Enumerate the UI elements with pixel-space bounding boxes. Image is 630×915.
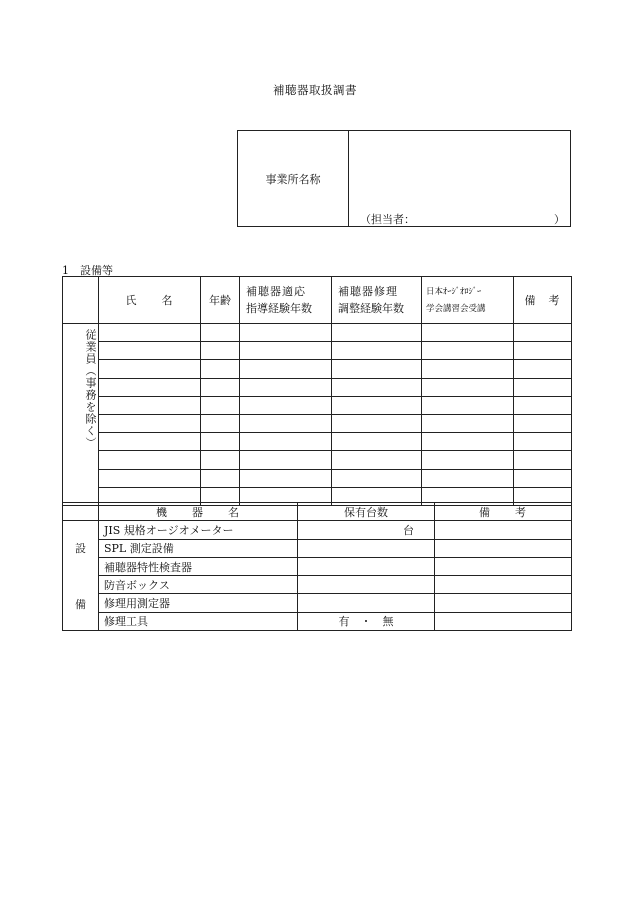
- device-name: 修理工具: [99, 612, 298, 630]
- remarks-cell[interactable]: [514, 396, 572, 414]
- fitting-cell[interactable]: [240, 342, 332, 360]
- remarks-cell[interactable]: [514, 378, 572, 396]
- device-name: 防音ボックス: [99, 576, 298, 594]
- fitting-cell[interactable]: [240, 451, 332, 469]
- name-cell[interactable]: [99, 451, 201, 469]
- name-cell[interactable]: [99, 433, 201, 451]
- table-row: [63, 612, 572, 630]
- equipment-table: [62, 502, 572, 631]
- header-fitting-experience: [240, 277, 332, 324]
- equipment-side-label-top: 設: [75, 541, 86, 555]
- header-remarks: 備 考: [514, 277, 572, 324]
- table-row: [63, 469, 572, 487]
- repair-cell[interactable]: [332, 342, 422, 360]
- name-cell[interactable]: [99, 396, 201, 414]
- age-cell[interactable]: [201, 469, 240, 487]
- age-cell[interactable]: [201, 378, 240, 396]
- device-name: JIS 規格オージオメーター: [99, 521, 298, 539]
- device-name: SPL 測定設備: [99, 539, 298, 557]
- fitting-cell[interactable]: [240, 469, 332, 487]
- table-row: [63, 557, 572, 575]
- fitting-cell[interactable]: [240, 414, 332, 432]
- repair-cell[interactable]: [332, 433, 422, 451]
- remarks-cell[interactable]: [514, 360, 572, 378]
- contact-suffix: ）: [554, 213, 565, 226]
- corner-cell: [63, 277, 99, 324]
- fitting-cell[interactable]: [240, 378, 332, 396]
- audiology-cell[interactable]: [422, 414, 514, 432]
- header-audiology-line1: 日本ｵｰｼﾞｵﾛｼﾞｰ: [426, 287, 482, 297]
- header-age: 年齢: [201, 277, 240, 324]
- table-row: [63, 433, 572, 451]
- fitting-cell[interactable]: [240, 396, 332, 414]
- audiology-cell[interactable]: [422, 378, 514, 396]
- audiology-cell[interactable]: [422, 396, 514, 414]
- name-cell[interactable]: [99, 360, 201, 378]
- header-device: 機 器 名: [99, 503, 298, 521]
- table-row: [63, 576, 572, 594]
- age-cell[interactable]: [201, 396, 240, 414]
- count-unit: 台: [403, 523, 414, 537]
- table-row: [63, 539, 572, 557]
- equipment-remarks-cell[interactable]: [435, 539, 572, 557]
- remarks-cell[interactable]: [514, 324, 572, 342]
- table-row: [63, 324, 572, 342]
- header-equipment-remarks: 備 考: [435, 503, 572, 521]
- audiology-cell[interactable]: [422, 451, 514, 469]
- fitting-cell[interactable]: [240, 360, 332, 378]
- staff-side-label: 従業員（事務を除く）: [63, 324, 99, 506]
- table-row: [63, 342, 572, 360]
- header-count: 保有台数: [298, 503, 435, 521]
- table-row: [63, 451, 572, 469]
- equipment-remarks-cell[interactable]: [435, 594, 572, 612]
- header-repair-line1: 補聴器修理: [338, 285, 398, 298]
- age-cell[interactable]: [201, 414, 240, 432]
- equipment-remarks-cell[interactable]: [435, 576, 572, 594]
- repair-cell[interactable]: [332, 414, 422, 432]
- repair-cell[interactable]: [332, 451, 422, 469]
- office-name-label: 事業所名称: [238, 131, 349, 226]
- header-name: 氏 名: [99, 277, 201, 324]
- age-cell[interactable]: [201, 360, 240, 378]
- equipment-side-label: [63, 521, 99, 631]
- audiology-cell[interactable]: [422, 360, 514, 378]
- equipment-header-row: [63, 503, 572, 521]
- table-row: [63, 594, 572, 612]
- name-cell[interactable]: [99, 378, 201, 396]
- equipment-remarks-cell[interactable]: [435, 557, 572, 575]
- equipment-remarks-cell[interactable]: [435, 612, 572, 630]
- header-audiology-course: [422, 277, 514, 324]
- name-cell[interactable]: [99, 342, 201, 360]
- table-row: [63, 414, 572, 432]
- name-cell[interactable]: [99, 414, 201, 432]
- fitting-cell[interactable]: [240, 324, 332, 342]
- table-row: [63, 396, 572, 414]
- audiology-cell[interactable]: [422, 342, 514, 360]
- repair-cell[interactable]: [332, 378, 422, 396]
- header-fitting-line2: 指導経験年数: [246, 302, 312, 315]
- age-cell[interactable]: [201, 342, 240, 360]
- corner-cell: [63, 503, 99, 521]
- header-repair-line2: 調整経験年数: [338, 302, 404, 315]
- section-heading: 1 設備等: [62, 264, 113, 277]
- device-name: 修理用測定器: [99, 594, 298, 612]
- audiology-cell[interactable]: [422, 469, 514, 487]
- tools-availability[interactable]: 有 ・ 無: [298, 612, 435, 630]
- equipment-side-label-bottom: 備: [75, 597, 86, 611]
- count-cell[interactable]: [298, 521, 435, 539]
- remarks-cell[interactable]: [514, 342, 572, 360]
- table-row: [63, 378, 572, 396]
- table-row: [63, 521, 572, 539]
- repair-cell[interactable]: [332, 324, 422, 342]
- remarks-cell[interactable]: [514, 433, 572, 451]
- header-fitting-line1: 補聴器適応: [246, 285, 306, 298]
- audiology-cell[interactable]: [422, 324, 514, 342]
- audiology-cell[interactable]: [422, 433, 514, 451]
- repair-cell[interactable]: [332, 396, 422, 414]
- equipment-remarks-cell[interactable]: [435, 521, 572, 539]
- fitting-cell[interactable]: [240, 433, 332, 451]
- name-cell[interactable]: [99, 324, 201, 342]
- office-box: [237, 130, 571, 227]
- remarks-cell[interactable]: [514, 451, 572, 469]
- age-cell[interactable]: [201, 324, 240, 342]
- count-cell[interactable]: [298, 594, 435, 612]
- count-cell[interactable]: [298, 539, 435, 557]
- header-audiology-line2: 学会講習会受講: [426, 304, 486, 314]
- table-row: [63, 360, 572, 378]
- repair-cell[interactable]: [332, 469, 422, 487]
- name-cell[interactable]: [99, 469, 201, 487]
- device-name: 補聴器特性検査器: [99, 557, 298, 575]
- remarks-cell[interactable]: [514, 469, 572, 487]
- staff-header-row: [63, 277, 572, 324]
- repair-cell[interactable]: [332, 360, 422, 378]
- staff-table: [62, 276, 572, 506]
- document-title: 補聴器取扱調書: [273, 83, 357, 97]
- count-cell[interactable]: [298, 557, 435, 575]
- contact-prefix: （担当者：: [360, 213, 415, 226]
- remarks-cell[interactable]: [514, 414, 572, 432]
- contact-person-field[interactable]: [360, 211, 565, 227]
- count-cell[interactable]: [298, 576, 435, 594]
- header-repair-experience: [332, 277, 422, 324]
- age-cell[interactable]: [201, 451, 240, 469]
- age-cell[interactable]: [201, 433, 240, 451]
